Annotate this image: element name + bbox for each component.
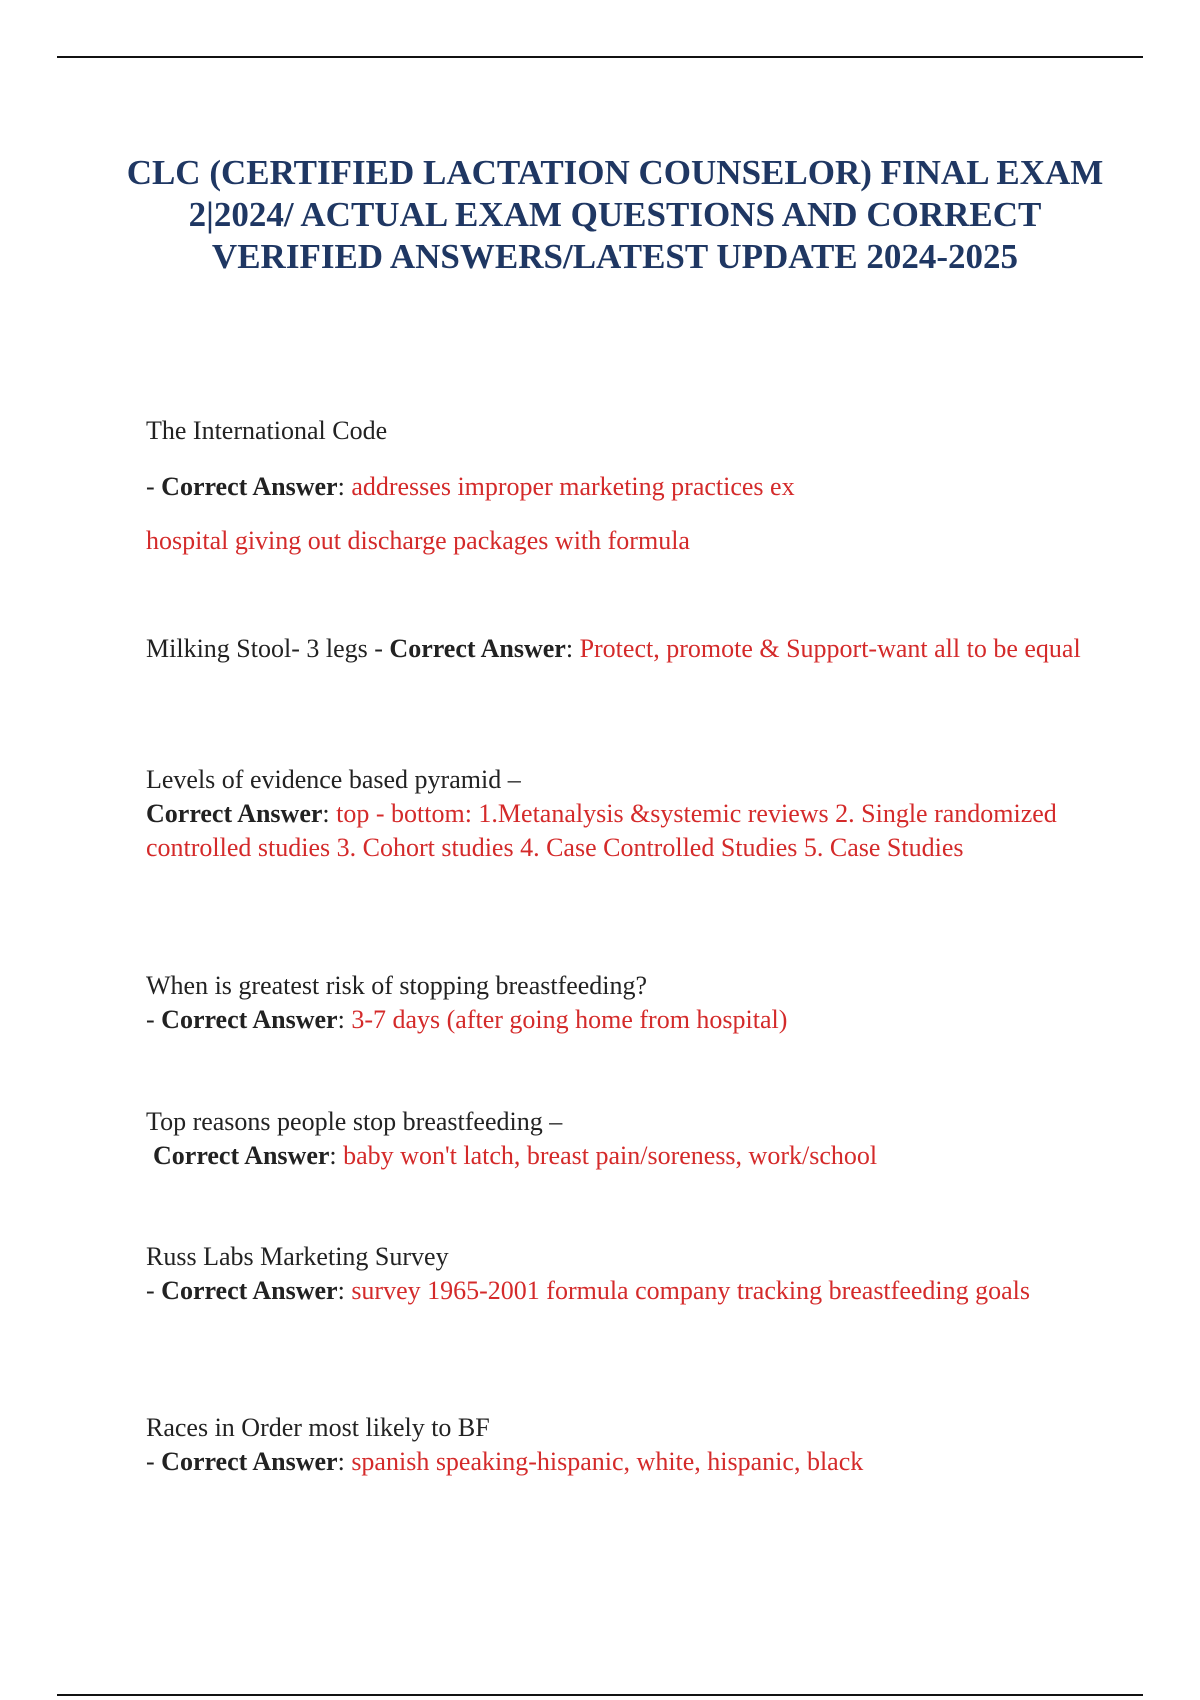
answer-prefix: - bbox=[146, 1276, 162, 1305]
answer-line: Correct Answer: baby won't latch, breast pain/soreness, work/school bbox=[153, 1141, 878, 1170]
qa-item-evidence-pyramid bbox=[146, 763, 1096, 865]
answer-prefix: - bbox=[146, 1005, 162, 1034]
answer-text: spanish speaking-hispanic, white, hispanic, black bbox=[351, 1447, 864, 1476]
answer-label: Correct Answer bbox=[153, 1141, 330, 1170]
answer-text: baby won't latch, breast pain/soreness, work/school bbox=[343, 1141, 878, 1170]
answer-line: - Correct Answer: addresses improper marketing practices ex bbox=[146, 472, 795, 501]
answer-prefix: - bbox=[146, 472, 162, 501]
question-text: Top reasons people stop breastfeeding – bbox=[146, 1107, 563, 1136]
answer-line: - Correct Answer: 3-7 days (after going home from hospital) bbox=[146, 1005, 788, 1034]
answer-text-continued: hospital giving out discharge packages with formula bbox=[146, 526, 690, 555]
qa-item-greatest-risk bbox=[146, 969, 1096, 1037]
answer-line: - Correct Answer: spanish speaking-hispanic, white, hispanic, black bbox=[146, 1447, 864, 1476]
top-divider bbox=[57, 56, 1143, 58]
answer-text: 3-7 days (after going home from hospital) bbox=[351, 1005, 788, 1034]
answer-text: Protect, promote & Support-want all to be equal bbox=[579, 634, 1081, 663]
question-text: When is greatest risk of stopping breastfeeding? bbox=[146, 971, 648, 1000]
qa-item-russ-labs bbox=[146, 1240, 1096, 1308]
bottom-divider bbox=[57, 1694, 1143, 1696]
answer-text: survey 1965-2001 formula company tracking breastfeeding goals bbox=[351, 1276, 1031, 1305]
answer-prefix: - bbox=[146, 1447, 162, 1476]
answer-label: Correct Answer bbox=[161, 1276, 338, 1305]
qa-item-races-order bbox=[146, 1411, 1096, 1479]
answer-line: Correct Answer: top - bottom: 1.Metanalysis &systemic reviews 2. Single randomized controlled studies 3. Cohort studies 4. Case Controlled Studies 5. Case Studies bbox=[146, 799, 1057, 862]
answer-line: - Correct Answer: survey 1965-2001 formula company tracking breastfeeding goals bbox=[146, 1276, 1031, 1305]
answer-label: Correct Answer bbox=[389, 634, 566, 663]
qa-item-international-code bbox=[146, 414, 1096, 558]
document-title: CLC (CERTIFIED LACTATION COUNSELOR) FINAL EXAM 2|2024/ ACTUAL EXAM QUESTIONS AND CORRECT VERIFIED ANSWERS/LATEST UPDATE 2024-2025 bbox=[126, 153, 1104, 276]
question-text: Levels of evidence based pyramid – bbox=[146, 765, 521, 794]
answer-text: top - bottom: 1.Metanalysis &systemic reviews 2. Single randomized controlled studies 3. Cohort studies 4. Case Controlled Studies 5. Case Studies bbox=[146, 799, 1057, 862]
answer-label: Correct Answer bbox=[146, 799, 323, 828]
question-text: Races in Order most likely to BF bbox=[146, 1413, 490, 1442]
answer-prefix: - bbox=[367, 634, 390, 663]
answer-label: Correct Answer bbox=[161, 1005, 338, 1034]
qa-line: Milking Stool- 3 legs - Correct Answer: Protect, promote & Support-want all to be equal bbox=[146, 634, 1081, 663]
question-text: Milking Stool- 3 legs bbox=[146, 634, 368, 663]
answer-label: Correct Answer bbox=[161, 1447, 338, 1476]
qa-item-milking-stool bbox=[146, 632, 1096, 666]
question-text: Russ Labs Marketing Survey bbox=[146, 1242, 449, 1271]
question-text: The International Code bbox=[146, 416, 388, 445]
qa-item-top-reasons bbox=[146, 1105, 1096, 1173]
answer-label: Correct Answer bbox=[161, 472, 338, 501]
answer-text: addresses improper marketing practices ex bbox=[351, 472, 795, 501]
